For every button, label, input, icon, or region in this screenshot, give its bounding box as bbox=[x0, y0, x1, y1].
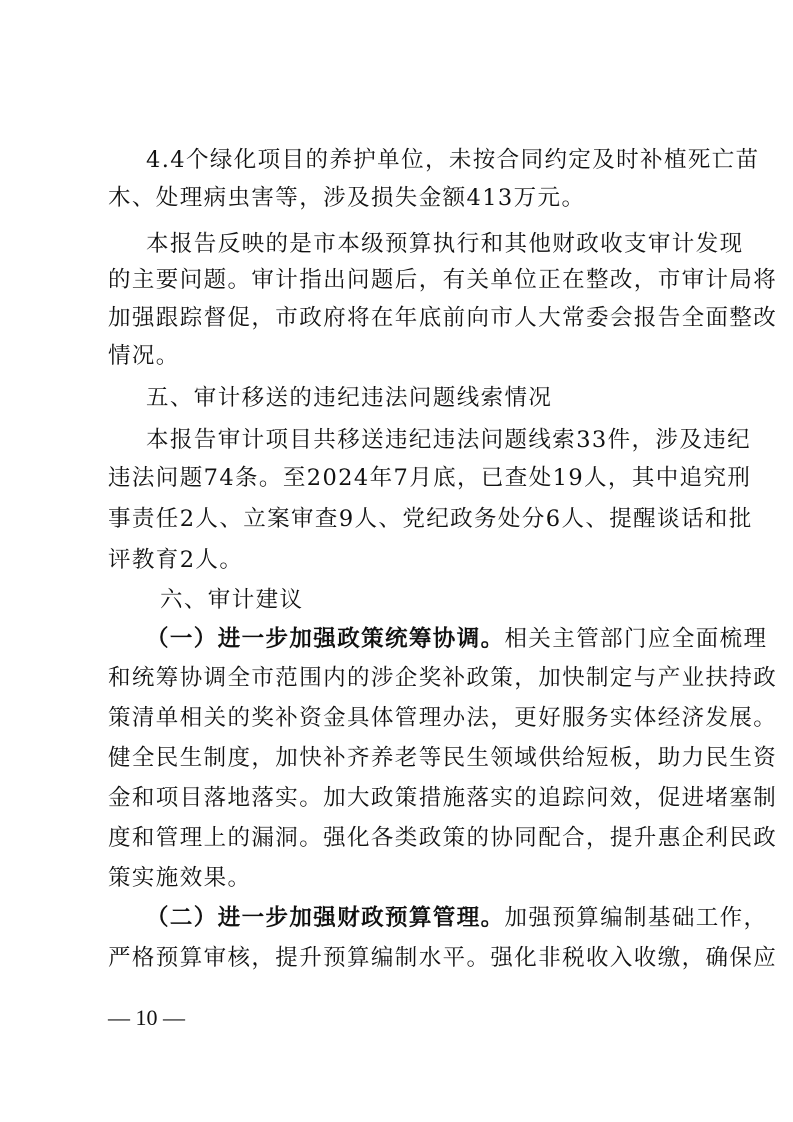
paragraph-text: 加强预算编制基础工作， bbox=[504, 905, 768, 931]
paragraph-line: 的主要问题。审计指出问题后，有关单位正在整改，市审计局将 bbox=[108, 267, 778, 293]
paragraph-line: 4.4个绿化项目的养护单位，未按合同约定及时补植死亡苗 bbox=[146, 147, 760, 173]
paragraph-line: 策实施效果。 bbox=[108, 865, 252, 891]
bold-subheading: （二）进一步加强财政预算管理。 bbox=[146, 905, 505, 931]
paragraph-line: 和统筹协调全市范围内的涉企奖补政策，加快制定与产业扶持政 bbox=[108, 665, 778, 691]
paragraph-line bbox=[146, 624, 767, 654]
paragraph-line: 本报告审计项目共移送违纪违法问题线索33件，涉及违纪 bbox=[146, 427, 752, 453]
paragraph-line: 违法问题74条。至2024年7月底，已查处19人，其中追究刑 bbox=[108, 465, 752, 491]
paragraph-line: 木、处理病虫害等，涉及损失金额413万元。 bbox=[108, 185, 586, 211]
paragraph-line: 加强跟踪督促，市政府将在年底前向市人大常委会报告全面整改 bbox=[108, 305, 778, 331]
page-number: — 10 — bbox=[108, 1005, 185, 1030]
paragraph-line: 评教育2人。 bbox=[108, 547, 244, 573]
section-heading: 六、审计建议 bbox=[160, 587, 304, 613]
paragraph-text: 相关主管部门应全面梳理 bbox=[504, 626, 768, 652]
bold-subheading: （一）进一步加强政策统筹协调。 bbox=[146, 626, 505, 652]
paragraph-line: 度和管理上的漏洞。强化各类政策的协同配合，提升惠企利民政 bbox=[108, 825, 778, 851]
paragraph-line bbox=[146, 903, 767, 933]
section-heading: 五、审计移送的违纪违法问题线索情况 bbox=[146, 385, 553, 411]
paragraph-line: 严格预算审核，提升预算编制水平。强化非税收入收缴，确保应 bbox=[108, 945, 778, 971]
paragraph-line: 情况。 bbox=[108, 343, 180, 369]
paragraph-line: 事责任2人、立案审查9人、党纪政务处分6人、提醒谈话和批 bbox=[108, 506, 753, 532]
paragraph-line: 健全民生制度，加快补齐养老等民生领域供给短板，助力民生资 bbox=[108, 745, 778, 771]
paragraph-line: 金和项目落地落实。加大政策措施落实的追踪问效，促进堵塞制 bbox=[108, 785, 778, 811]
paragraph-line: 本报告反映的是市本级预算执行和其他财政收支审计发现 bbox=[146, 231, 744, 257]
paragraph-line: 策清单相关的奖补资金具体管理办法，更好服务实体经济发展。 bbox=[108, 705, 778, 731]
